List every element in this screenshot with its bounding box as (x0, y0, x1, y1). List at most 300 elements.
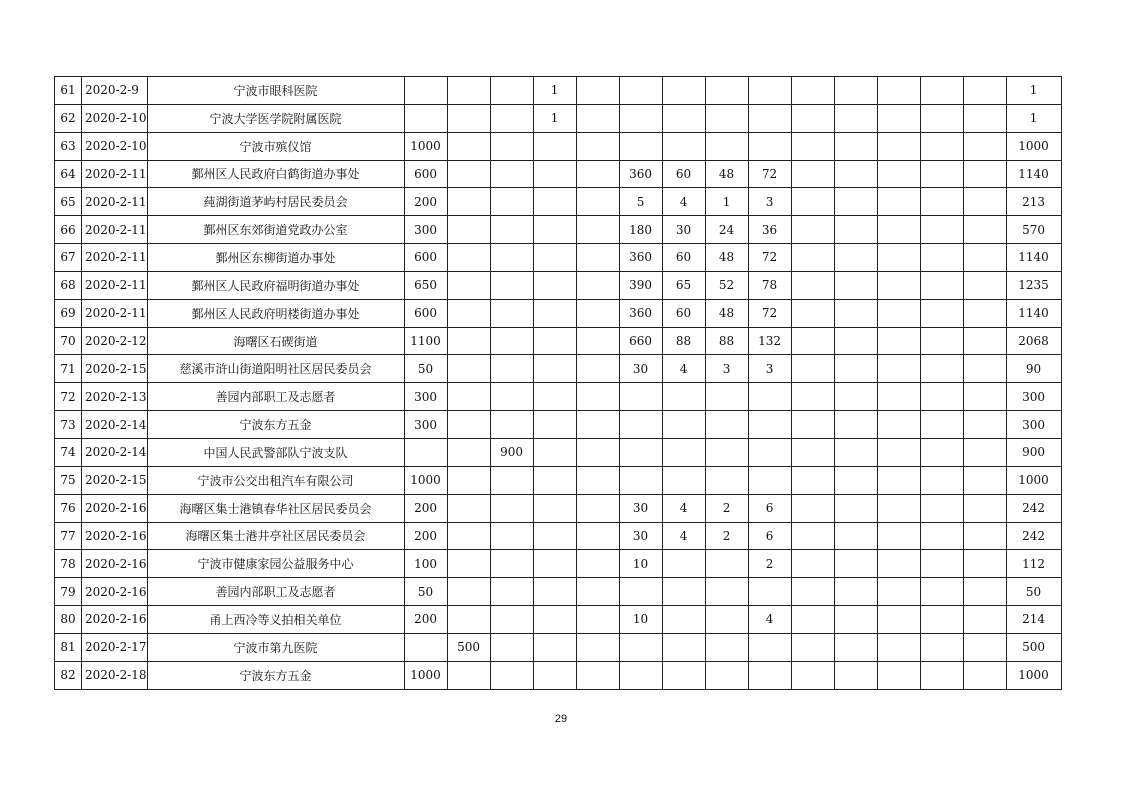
cell-qty-2 (447, 466, 490, 494)
cell-qty-14 (963, 104, 1006, 132)
cell-qty-6 (619, 578, 662, 606)
cell-qty-9: 2 (748, 550, 791, 578)
cell-qty-10 (791, 606, 834, 634)
cell-date: 2020-2-18 (82, 661, 148, 689)
cell-row-number: 62 (55, 104, 82, 132)
cell-qty-11 (834, 132, 877, 160)
cell-qty-11 (834, 327, 877, 355)
cell-qty-5 (576, 327, 619, 355)
cell-qty-9 (748, 411, 791, 439)
cell-qty-8 (705, 550, 748, 578)
table-row (55, 104, 1062, 132)
cell-qty-10 (791, 244, 834, 272)
cell-qty-9 (748, 104, 791, 132)
cell-qty-11 (834, 104, 877, 132)
cell-qty-5 (576, 216, 619, 244)
cell-qty-12 (877, 661, 920, 689)
cell-qty-5 (576, 299, 619, 327)
cell-qty-10 (791, 104, 834, 132)
cell-organization: 鄞州区东郊街道党政办公室 (147, 216, 404, 244)
cell-date: 2020-2-13 (82, 383, 148, 411)
cell-total: 242 (1006, 494, 1061, 522)
cell-qty-3 (490, 466, 533, 494)
cell-qty-5 (576, 578, 619, 606)
cell-qty-12 (877, 578, 920, 606)
cell-organization: 宁波市眼科医院 (147, 77, 404, 105)
cell-qty-5 (576, 244, 619, 272)
cell-qty-14 (963, 216, 1006, 244)
cell-date: 2020-2-11 (82, 160, 148, 188)
cell-qty-4 (533, 466, 576, 494)
cell-qty-3 (490, 494, 533, 522)
cell-qty-13 (920, 383, 963, 411)
cell-qty-1: 1000 (404, 466, 447, 494)
cell-row-number: 82 (55, 661, 82, 689)
cell-qty-6 (619, 411, 662, 439)
cell-qty-13 (920, 244, 963, 272)
cell-qty-11 (834, 271, 877, 299)
cell-total: 1140 (1006, 299, 1061, 327)
cell-total: 570 (1006, 216, 1061, 244)
cell-organization: 海曙区石碶街道 (147, 327, 404, 355)
cell-row-number: 64 (55, 160, 82, 188)
cell-qty-2 (447, 550, 490, 578)
cell-qty-14 (963, 160, 1006, 188)
cell-qty-8 (705, 633, 748, 661)
cell-organization: 宁波东方五金 (147, 411, 404, 439)
cell-total: 1000 (1006, 132, 1061, 160)
cell-qty-6 (619, 466, 662, 494)
cell-qty-4 (533, 160, 576, 188)
cell-date: 2020-2-16 (82, 606, 148, 634)
cell-qty-7 (662, 438, 705, 466)
cell-date: 2020-2-11 (82, 216, 148, 244)
cell-qty-5 (576, 466, 619, 494)
cell-row-number: 72 (55, 383, 82, 411)
cell-date: 2020-2-16 (82, 578, 148, 606)
cell-qty-8 (705, 77, 748, 105)
cell-qty-4 (533, 633, 576, 661)
cell-qty-14 (963, 550, 1006, 578)
cell-total: 1 (1006, 104, 1061, 132)
cell-qty-10 (791, 188, 834, 216)
cell-qty-5 (576, 160, 619, 188)
cell-qty-14 (963, 411, 1006, 439)
cell-qty-2 (447, 271, 490, 299)
cell-qty-6: 30 (619, 355, 662, 383)
cell-date: 2020-2-11 (82, 244, 148, 272)
cell-row-number: 75 (55, 466, 82, 494)
cell-date: 2020-2-16 (82, 550, 148, 578)
cell-qty-1: 1000 (404, 661, 447, 689)
cell-qty-1 (404, 633, 447, 661)
cell-qty-8: 1 (705, 188, 748, 216)
cell-qty-3 (490, 244, 533, 272)
cell-qty-3 (490, 104, 533, 132)
cell-qty-10 (791, 438, 834, 466)
cell-qty-5 (576, 661, 619, 689)
cell-qty-3 (490, 271, 533, 299)
cell-total: 90 (1006, 355, 1061, 383)
table-row (55, 244, 1062, 272)
cell-qty-5 (576, 355, 619, 383)
cell-organization: 善园内部职工及志愿者 (147, 578, 404, 606)
cell-qty-3 (490, 550, 533, 578)
cell-qty-9 (748, 661, 791, 689)
cell-qty-4 (533, 438, 576, 466)
cell-qty-10 (791, 661, 834, 689)
cell-qty-12 (877, 466, 920, 494)
cell-row-number: 66 (55, 216, 82, 244)
cell-qty-9: 4 (748, 606, 791, 634)
cell-qty-4: 1 (533, 104, 576, 132)
cell-qty-6: 30 (619, 494, 662, 522)
cell-total: 1000 (1006, 466, 1061, 494)
cell-total: 213 (1006, 188, 1061, 216)
cell-qty-11 (834, 522, 877, 550)
cell-qty-6: 660 (619, 327, 662, 355)
cell-row-number: 76 (55, 494, 82, 522)
cell-qty-3 (490, 633, 533, 661)
cell-qty-11 (834, 494, 877, 522)
cell-qty-2 (447, 160, 490, 188)
cell-organization: 海曙区集士港镇春华社区居民委员会 (147, 494, 404, 522)
table-row (55, 550, 1062, 578)
cell-qty-13 (920, 132, 963, 160)
cell-organization: 宁波市第九医院 (147, 633, 404, 661)
cell-qty-14 (963, 661, 1006, 689)
cell-qty-9 (748, 77, 791, 105)
cell-row-number: 69 (55, 299, 82, 327)
cell-row-number: 74 (55, 438, 82, 466)
cell-qty-14 (963, 522, 1006, 550)
cell-qty-12 (877, 494, 920, 522)
cell-qty-3 (490, 383, 533, 411)
cell-qty-12 (877, 299, 920, 327)
cell-organization: 宁波大学医学院附属医院 (147, 104, 404, 132)
cell-qty-7 (662, 104, 705, 132)
cell-date: 2020-2-11 (82, 299, 148, 327)
cell-qty-10 (791, 327, 834, 355)
cell-qty-7 (662, 606, 705, 634)
cell-total: 1140 (1006, 244, 1061, 272)
cell-qty-10 (791, 522, 834, 550)
cell-qty-13 (920, 271, 963, 299)
cell-qty-7: 60 (662, 299, 705, 327)
cell-date: 2020-2-10 (82, 132, 148, 160)
cell-qty-14 (963, 244, 1006, 272)
cell-row-number: 80 (55, 606, 82, 634)
cell-qty-6 (619, 77, 662, 105)
cell-qty-1: 1100 (404, 327, 447, 355)
cell-qty-12 (877, 188, 920, 216)
cell-qty-14 (963, 494, 1006, 522)
cell-qty-2 (447, 299, 490, 327)
cell-qty-4 (533, 494, 576, 522)
cell-organization: 慈溪市浒山街道阳明社区居民委员会 (147, 355, 404, 383)
cell-qty-4 (533, 299, 576, 327)
cell-qty-4 (533, 271, 576, 299)
cell-qty-8 (705, 606, 748, 634)
cell-qty-4 (533, 188, 576, 216)
cell-qty-12 (877, 216, 920, 244)
cell-date: 2020-2-15 (82, 355, 148, 383)
cell-qty-11 (834, 244, 877, 272)
cell-total: 2068 (1006, 327, 1061, 355)
cell-total: 1235 (1006, 271, 1061, 299)
cell-row-number: 77 (55, 522, 82, 550)
cell-qty-1: 600 (404, 299, 447, 327)
table-row (55, 132, 1062, 160)
cell-organization: 海曙区集士港井亭社区居民委员会 (147, 522, 404, 550)
cell-qty-5 (576, 522, 619, 550)
cell-date: 2020-2-15 (82, 466, 148, 494)
cell-date: 2020-2-16 (82, 522, 148, 550)
cell-total: 242 (1006, 522, 1061, 550)
cell-qty-2 (447, 606, 490, 634)
cell-qty-7 (662, 77, 705, 105)
cell-qty-1: 300 (404, 411, 447, 439)
cell-qty-7: 4 (662, 522, 705, 550)
cell-qty-10 (791, 466, 834, 494)
cell-qty-7 (662, 383, 705, 411)
cell-row-number: 81 (55, 633, 82, 661)
cell-qty-2 (447, 327, 490, 355)
cell-row-number: 68 (55, 271, 82, 299)
table-row (55, 327, 1062, 355)
cell-qty-11 (834, 438, 877, 466)
cell-qty-6: 180 (619, 216, 662, 244)
cell-qty-9: 6 (748, 494, 791, 522)
cell-qty-11 (834, 578, 877, 606)
cell-qty-2 (447, 411, 490, 439)
cell-qty-12 (877, 383, 920, 411)
donation-table (54, 76, 1062, 690)
cell-qty-6: 390 (619, 271, 662, 299)
cell-qty-9 (748, 383, 791, 411)
cell-qty-10 (791, 411, 834, 439)
cell-row-number: 71 (55, 355, 82, 383)
cell-qty-14 (963, 188, 1006, 216)
cell-qty-11 (834, 606, 877, 634)
cell-qty-14 (963, 438, 1006, 466)
cell-qty-11 (834, 411, 877, 439)
table-row (55, 438, 1062, 466)
cell-qty-10 (791, 578, 834, 606)
cell-date: 2020-2-10 (82, 104, 148, 132)
cell-qty-11 (834, 466, 877, 494)
cell-qty-13 (920, 216, 963, 244)
cell-qty-9: 72 (748, 160, 791, 188)
cell-qty-5 (576, 633, 619, 661)
cell-qty-7: 88 (662, 327, 705, 355)
cell-qty-6: 360 (619, 160, 662, 188)
cell-qty-12 (877, 132, 920, 160)
cell-qty-3 (490, 661, 533, 689)
cell-date: 2020-2-11 (82, 188, 148, 216)
cell-qty-10 (791, 494, 834, 522)
table-row (55, 216, 1062, 244)
cell-qty-8 (705, 383, 748, 411)
cell-qty-9 (748, 578, 791, 606)
table-row (55, 522, 1062, 550)
cell-qty-5 (576, 132, 619, 160)
cell-qty-8 (705, 466, 748, 494)
cell-qty-12 (877, 522, 920, 550)
cell-qty-4 (533, 216, 576, 244)
cell-qty-9: 78 (748, 271, 791, 299)
cell-qty-8: 52 (705, 271, 748, 299)
cell-qty-6: 360 (619, 244, 662, 272)
cell-row-number: 67 (55, 244, 82, 272)
cell-organization: 甬上西冷等义拍相关单位 (147, 606, 404, 634)
cell-qty-3 (490, 522, 533, 550)
cell-qty-6: 30 (619, 522, 662, 550)
cell-qty-9 (748, 438, 791, 466)
cell-date: 2020-2-12 (82, 327, 148, 355)
cell-qty-12 (877, 633, 920, 661)
cell-qty-6 (619, 633, 662, 661)
cell-qty-9: 132 (748, 327, 791, 355)
cell-qty-13 (920, 355, 963, 383)
cell-qty-1: 100 (404, 550, 447, 578)
cell-qty-11 (834, 661, 877, 689)
cell-qty-1: 1000 (404, 132, 447, 160)
cell-qty-10 (791, 355, 834, 383)
cell-qty-4 (533, 578, 576, 606)
cell-qty-7 (662, 661, 705, 689)
cell-qty-5 (576, 606, 619, 634)
cell-qty-7: 65 (662, 271, 705, 299)
cell-qty-2 (447, 383, 490, 411)
cell-organization: 鄞州区人民政府福明街道办事处 (147, 271, 404, 299)
table-body (55, 77, 1062, 690)
cell-qty-12 (877, 160, 920, 188)
table-row (55, 606, 1062, 634)
cell-qty-14 (963, 132, 1006, 160)
cell-row-number: 61 (55, 77, 82, 105)
cell-qty-3 (490, 606, 533, 634)
cell-qty-13 (920, 661, 963, 689)
cell-qty-1: 200 (404, 494, 447, 522)
cell-total: 300 (1006, 383, 1061, 411)
cell-qty-1: 50 (404, 355, 447, 383)
cell-qty-14 (963, 578, 1006, 606)
cell-qty-5 (576, 383, 619, 411)
cell-organization: 宁波市公交出租汽车有限公司 (147, 466, 404, 494)
cell-qty-9: 3 (748, 355, 791, 383)
cell-qty-13 (920, 578, 963, 606)
cell-date: 2020-2-14 (82, 411, 148, 439)
cell-qty-10 (791, 550, 834, 578)
cell-organization: 中国人民武警部队宁波支队 (147, 438, 404, 466)
cell-qty-6 (619, 104, 662, 132)
cell-qty-3 (490, 327, 533, 355)
cell-date: 2020-2-16 (82, 494, 148, 522)
cell-qty-11 (834, 383, 877, 411)
cell-qty-10 (791, 633, 834, 661)
cell-qty-14 (963, 466, 1006, 494)
cell-qty-5 (576, 438, 619, 466)
cell-total: 112 (1006, 550, 1061, 578)
table-row (55, 383, 1062, 411)
cell-qty-7: 4 (662, 188, 705, 216)
cell-qty-10 (791, 216, 834, 244)
cell-qty-9 (748, 132, 791, 160)
cell-qty-10 (791, 299, 834, 327)
cell-date: 2020-2-14 (82, 438, 148, 466)
cell-qty-2 (447, 438, 490, 466)
cell-qty-3 (490, 299, 533, 327)
cell-qty-6: 10 (619, 606, 662, 634)
cell-qty-12 (877, 438, 920, 466)
cell-qty-4 (533, 522, 576, 550)
cell-qty-1 (404, 77, 447, 105)
cell-qty-12 (877, 327, 920, 355)
cell-qty-5 (576, 77, 619, 105)
cell-qty-3 (490, 216, 533, 244)
cell-qty-8 (705, 661, 748, 689)
cell-row-number: 70 (55, 327, 82, 355)
cell-qty-9: 72 (748, 299, 791, 327)
cell-qty-4 (533, 606, 576, 634)
cell-qty-1: 600 (404, 160, 447, 188)
cell-qty-11 (834, 77, 877, 105)
cell-qty-7 (662, 550, 705, 578)
cell-qty-13 (920, 466, 963, 494)
cell-qty-2 (447, 216, 490, 244)
cell-qty-13 (920, 633, 963, 661)
cell-qty-7 (662, 578, 705, 606)
cell-total: 1000 (1006, 661, 1061, 689)
cell-qty-11 (834, 188, 877, 216)
cell-qty-12 (877, 550, 920, 578)
cell-qty-12 (877, 244, 920, 272)
cell-qty-7: 4 (662, 494, 705, 522)
cell-total: 214 (1006, 606, 1061, 634)
cell-qty-1: 600 (404, 244, 447, 272)
cell-date: 2020-2-9 (82, 77, 148, 105)
cell-qty-8 (705, 578, 748, 606)
cell-qty-6 (619, 438, 662, 466)
cell-qty-10 (791, 160, 834, 188)
cell-qty-11 (834, 216, 877, 244)
cell-qty-12 (877, 271, 920, 299)
cell-qty-8: 24 (705, 216, 748, 244)
cell-qty-7: 30 (662, 216, 705, 244)
cell-qty-4 (533, 383, 576, 411)
cell-row-number: 78 (55, 550, 82, 578)
cell-qty-4 (533, 550, 576, 578)
cell-qty-4 (533, 661, 576, 689)
cell-qty-12 (877, 77, 920, 105)
cell-qty-1: 300 (404, 216, 447, 244)
cell-qty-14 (963, 299, 1006, 327)
cell-row-number: 79 (55, 578, 82, 606)
cell-qty-6 (619, 661, 662, 689)
cell-qty-12 (877, 355, 920, 383)
cell-row-number: 63 (55, 132, 82, 160)
cell-qty-6: 5 (619, 188, 662, 216)
cell-qty-13 (920, 327, 963, 355)
table-row (55, 188, 1062, 216)
cell-date: 2020-2-17 (82, 633, 148, 661)
cell-qty-8: 2 (705, 522, 748, 550)
table-row (55, 411, 1062, 439)
cell-qty-7 (662, 466, 705, 494)
cell-qty-13 (920, 522, 963, 550)
cell-qty-11 (834, 299, 877, 327)
